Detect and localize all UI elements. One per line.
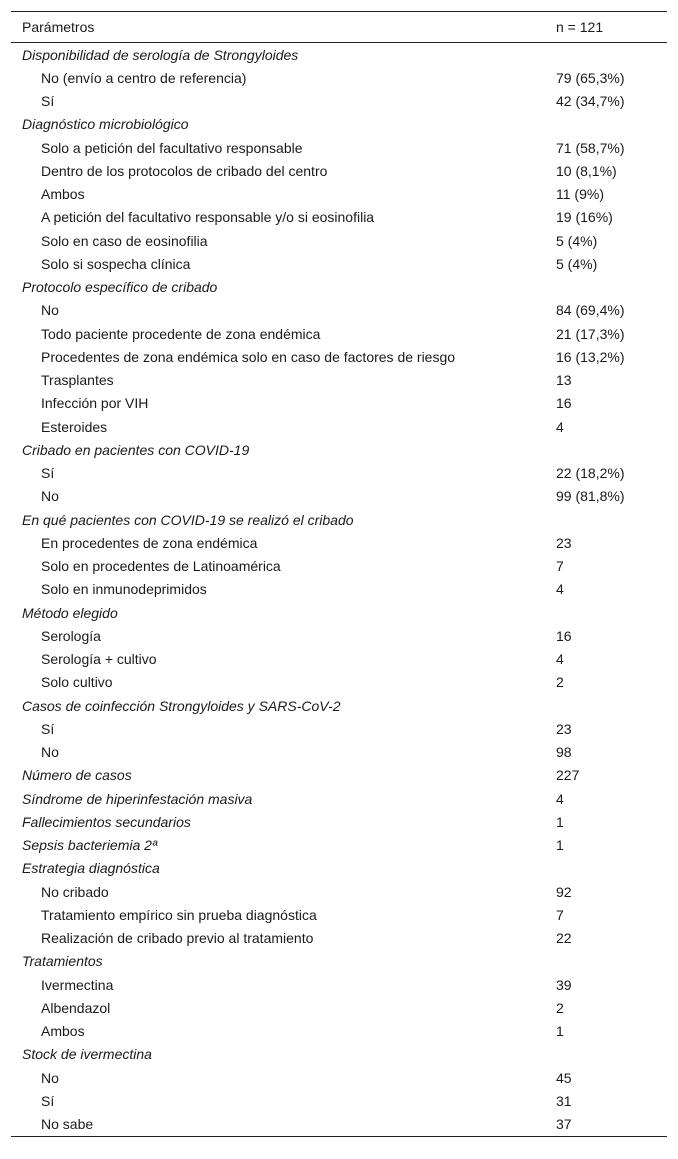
row-value (556, 857, 667, 880)
table-row (11, 206, 667, 229)
row-label: No (envío a centro de referencia) (41, 69, 247, 86)
row-label: No sabe (11, 1113, 556, 1137)
row-value: 2 (556, 674, 564, 691)
row-value (556, 113, 667, 136)
table-row (11, 531, 667, 554)
table-row (11, 624, 667, 647)
row-label: Solo en procedentes de Latinoamérica (41, 558, 281, 575)
table-section-row (11, 787, 667, 810)
table-row (11, 741, 667, 764)
table-row (11, 717, 667, 740)
header-n: n = 121 (556, 12, 667, 43)
table-section-row (11, 834, 667, 857)
row-value (556, 694, 667, 717)
row-value: 11 (9%) (556, 186, 604, 203)
row-value: 79 (65,3%) (556, 69, 625, 86)
section-label: Sepsis bacteriemia 2ª (22, 837, 158, 854)
table-row (11, 1020, 667, 1043)
row-value: 84 (69,4%) (556, 302, 625, 319)
row-value: 4 (556, 418, 564, 435)
row-label: Serología + cultivo (41, 651, 157, 668)
row-value: 22 (18,2%) (556, 465, 625, 482)
row-value: 39 (556, 976, 572, 993)
table-row (11, 1089, 667, 1112)
row-label: En procedentes de zona endémica (41, 534, 258, 551)
table-row (11, 369, 667, 392)
table-section-row (11, 43, 667, 67)
row-value: 4 (556, 790, 564, 807)
table-row (11, 1066, 667, 1089)
table-section-row (11, 276, 667, 299)
row-value: 42 (34,7%) (556, 93, 625, 110)
row-label: Infección por VIH (41, 395, 149, 412)
row-value: 23 (556, 720, 572, 737)
table-row (11, 1113, 667, 1137)
row-label: Ivermectina (41, 976, 114, 993)
row-label: Solo si sospecha clínica (41, 255, 191, 272)
section-label: Diagnóstico microbiológico (22, 116, 189, 133)
row-value: 1 (556, 813, 564, 830)
row-value: 16 (13,2%) (556, 348, 625, 365)
row-value: 10 (8,1%) (556, 162, 617, 179)
row-label: No (41, 302, 59, 319)
table-section-row (11, 1043, 667, 1066)
row-value: 227 (556, 767, 580, 784)
row-label: Esteroides (41, 418, 108, 435)
row-label: Tratamiento empírico sin prueba diagnóstica (41, 906, 317, 923)
row-label: Solo cultivo (41, 674, 113, 691)
row-label: Ambos (41, 1023, 85, 1040)
row-value: 31 (556, 1092, 572, 1109)
row-value: 19 (16%) (556, 209, 613, 226)
section-label: Método elegido (22, 604, 118, 621)
table-row (11, 136, 667, 159)
table-section-row (11, 438, 667, 461)
table-row (11, 485, 667, 508)
table-row (11, 973, 667, 996)
row-label: No (41, 488, 59, 505)
row-label: Serología (41, 627, 101, 644)
row-label: Albendazol (41, 999, 111, 1016)
table-row (11, 555, 667, 578)
row-label: Sí (41, 465, 55, 482)
row-label: Realización de cribado previo al tratamiento (41, 930, 314, 947)
row-value: 92 (556, 883, 572, 900)
results-table (11, 11, 667, 1137)
table-row (11, 345, 667, 368)
table-row (11, 66, 667, 89)
row-label: Procedentes de zona endémica solo en caso de factores de riesgo (41, 348, 456, 365)
section-label: Cribado en pacientes con COVID-19 (22, 441, 250, 458)
table-row (11, 578, 667, 601)
header-parametros: Parámetros (11, 12, 556, 43)
row-value: 98 (556, 744, 572, 761)
table-row (11, 299, 667, 322)
row-label: No cribado (41, 883, 109, 900)
results-table-container (11, 11, 667, 1137)
table-row (11, 183, 667, 206)
row-value: 1 (556, 1023, 564, 1040)
table-row (11, 90, 667, 113)
section-label: Protocolo específico de cribado (22, 279, 218, 296)
row-value: 7 (556, 906, 564, 923)
row-value (556, 601, 667, 624)
table-row (11, 322, 667, 345)
row-label: Sí (41, 1092, 55, 1109)
table-section-row (11, 810, 667, 833)
section-label: Disponibilidad de serología de Strongyloides (22, 46, 299, 63)
row-label: Solo a petición del facultativo responsable (41, 139, 303, 156)
section-label: Estrategia diagnóstica (22, 860, 160, 877)
table-section-row (11, 601, 667, 624)
section-label: Síndrome de hiperinfestación masiva (22, 790, 253, 807)
table-header-row (11, 12, 667, 43)
table-row (11, 903, 667, 926)
table-row (11, 252, 667, 275)
table-row (11, 996, 667, 1019)
section-label: Fallecimientos secundarios (22, 813, 191, 830)
section-label: Stock de ivermectina (22, 1046, 152, 1063)
table-row (11, 229, 667, 252)
row-value: 22 (556, 930, 572, 947)
table-row (11, 927, 667, 950)
table-row (11, 415, 667, 438)
table-section-row (11, 857, 667, 880)
row-label: No (41, 1069, 59, 1086)
row-value: 7 (556, 558, 564, 575)
table-row (11, 648, 667, 671)
row-label: Sí (41, 93, 55, 110)
section-label: Tratamientos (22, 953, 103, 970)
row-value: 71 (58,7%) (556, 139, 625, 156)
row-label: Todo paciente procedente de zona endémica (41, 325, 321, 342)
row-value (556, 950, 667, 973)
row-value (556, 43, 667, 67)
row-value: 2 (556, 999, 564, 1016)
row-label: Dentro de los protocolos de cribado del centro (41, 162, 328, 179)
table-row (11, 392, 667, 415)
row-label: Trasplantes (41, 372, 114, 389)
section-label: Número de casos (22, 767, 132, 784)
table-section-row (11, 764, 667, 787)
table-section-row (11, 508, 667, 531)
row-value: 5 (4%) (556, 255, 598, 272)
row-value: 21 (17,3%) (556, 325, 625, 342)
row-label: Ambos (41, 186, 85, 203)
section-label: Casos de coinfección Strongyloides y SARS-CoV-2 (22, 697, 341, 714)
table-body (11, 43, 667, 1137)
row-value (556, 276, 667, 299)
table-section-row (11, 950, 667, 973)
row-label: A petición del facultativo responsable y/o si eosinofilia (41, 209, 375, 226)
row-value: 5 (4%) (556, 232, 598, 249)
row-value: 4 (556, 581, 564, 598)
table-section-row (11, 113, 667, 136)
table-row (11, 671, 667, 694)
table-row (11, 880, 667, 903)
row-value: 4 (556, 651, 564, 668)
row-value (556, 438, 667, 461)
row-value: 13 (556, 372, 572, 389)
row-label: Sí (41, 720, 55, 737)
row-value: 45 (556, 1069, 572, 1086)
row-value: 99 (81,8%) (556, 488, 625, 505)
row-value (556, 1043, 667, 1066)
table-row (11, 159, 667, 182)
table-row (11, 462, 667, 485)
section-label: En qué pacientes con COVID-19 se realizó el cribado (22, 511, 354, 528)
row-value (556, 508, 667, 531)
row-value: 37 (556, 1113, 667, 1137)
row-value: 16 (556, 627, 572, 644)
table-section-row (11, 694, 667, 717)
row-value: 1 (556, 837, 564, 854)
row-value: 16 (556, 395, 572, 412)
row-value: 23 (556, 534, 572, 551)
row-label: No (41, 744, 59, 761)
row-label: Solo en inmunodeprimidos (41, 581, 207, 598)
row-label: Solo en caso de eosinofilia (41, 232, 208, 249)
